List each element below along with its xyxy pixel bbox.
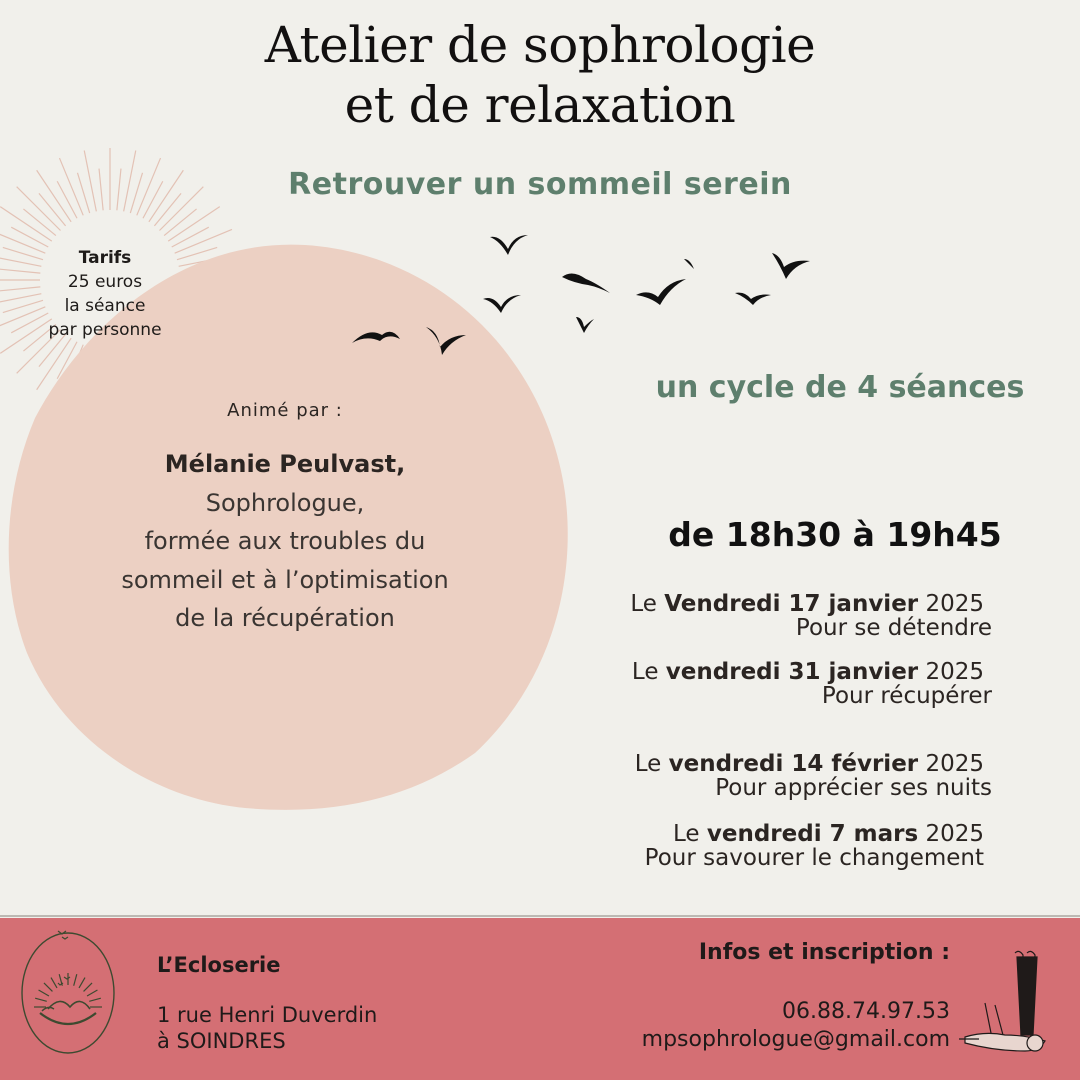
session-year: 2025 — [918, 591, 984, 617]
session-theme: Pour récupérer — [821, 683, 992, 709]
session-year: 2025 — [918, 821, 984, 847]
contact-email: mpsophrologue@gmail.com — [641, 1027, 950, 1052]
tarifs-block — [30, 246, 180, 342]
host-desc-2: sommeil et à l’optimisation — [121, 565, 449, 594]
session-theme: Pour apprécier ses nuits — [715, 775, 992, 801]
session-date: vendredi 31 janvier — [665, 659, 919, 685]
session-theme: Pour savourer le changement — [644, 845, 984, 871]
contact-title: Infos et inscription : — [698, 940, 950, 965]
contact-phone: 06.88.74.97.53 — [782, 999, 950, 1024]
bird-icon — [684, 259, 694, 269]
flying-birds-illustration — [340, 225, 820, 355]
venue-address — [157, 1002, 377, 1054]
venue-address-line-2: à SOINDRES — [157, 1029, 286, 1053]
tarifs-price: 25 euros — [67, 272, 143, 292]
session-prefix: Le — [631, 659, 666, 685]
host-desc-3: de la récupération — [175, 604, 395, 632]
session-theme: Pour se détendre — [795, 615, 992, 641]
venue-address-line-1: 1 rue Henri Duverdin — [157, 1003, 378, 1027]
bird-icon — [426, 327, 466, 355]
venue-name: L’Ecloserie — [157, 953, 281, 977]
title-line-1: Atelier de sophrologie — [264, 16, 816, 74]
bird-icon — [735, 293, 771, 305]
session-item — [552, 822, 992, 870]
session-item — [552, 660, 992, 708]
session-prefix: Le — [673, 821, 707, 847]
host-role: Sophrologue, — [205, 488, 365, 517]
title-line-2: et de relaxation — [344, 76, 736, 134]
session-prefix: Le — [630, 591, 665, 617]
session-year: 2025 — [918, 751, 984, 777]
bird-icon — [562, 273, 610, 293]
bird-icon — [352, 332, 400, 343]
host-intro: Animé par : — [227, 400, 343, 421]
ecloserie-logo-icon — [18, 925, 118, 1057]
session-prefix: Le — [634, 751, 669, 777]
tarifs-per-session: la séance — [64, 296, 146, 316]
session-date: vendredi 7 mars — [706, 821, 919, 847]
session-item — [552, 752, 992, 800]
session-hours: de 18h30 à 19h45 — [668, 515, 1002, 554]
session-date: Vendredi 17 janvier — [664, 591, 919, 617]
cycle-heading: un cycle de 4 séances — [655, 370, 1025, 405]
page-title — [0, 15, 1080, 135]
bird-icon — [490, 235, 528, 255]
host-desc-1: formée aux troubles du — [144, 527, 426, 555]
host-info — [90, 445, 480, 638]
bird-icon — [772, 253, 810, 279]
subtitle: Retrouver un sommeil serein — [288, 167, 792, 202]
host-name: Mélanie Peulvast, — [164, 450, 406, 478]
bird-icon — [483, 295, 521, 313]
bird-icon — [636, 279, 686, 305]
session-date: vendredi 14 février — [668, 751, 919, 777]
tarifs-per-person: par personne — [48, 320, 162, 340]
footer-divider — [0, 915, 1080, 917]
tarifs-label: Tarifs — [78, 248, 132, 268]
yoga-person-illustration — [955, 945, 1055, 1060]
session-year: 2025 — [918, 659, 984, 685]
bird-icon — [576, 317, 594, 333]
session-item — [552, 592, 992, 640]
contact-info — [560, 998, 950, 1054]
